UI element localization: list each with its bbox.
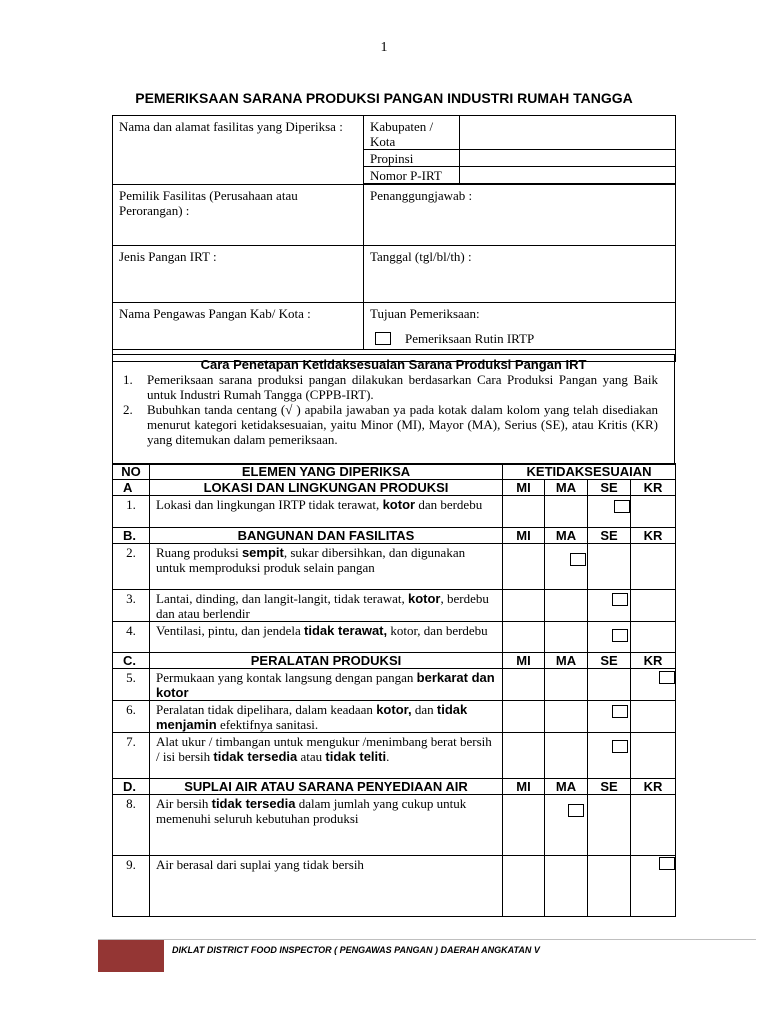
- cell-kr: [631, 856, 676, 917]
- level-header-kr: KR: [631, 528, 676, 544]
- level-header-kr: KR: [631, 480, 676, 496]
- cell-kr: [631, 733, 676, 779]
- checkbox-se[interactable]: [612, 593, 628, 606]
- item-emphasis: tidak teliti: [325, 749, 387, 764]
- item-emphasis: berkarat dan kotor: [156, 670, 495, 700]
- cell-se: [588, 856, 631, 917]
- item-emphasis: kotor: [382, 497, 416, 512]
- footer-color-bar: [98, 940, 164, 972]
- facility-info-table: [112, 115, 676, 362]
- propinsi-value[interactable]: [460, 150, 676, 167]
- item-description: [150, 701, 503, 733]
- cell-mi: [503, 856, 545, 917]
- propinsi-label: Propinsi: [364, 150, 460, 167]
- instruction-text: Pemeriksaan sarana produksi pangan dilakukan berdasarkan Cara Produksi Pangan yang Baik untuk Industri Rumah Tangga (CPPB-IRT).: [147, 372, 658, 402]
- cell-ma: [545, 856, 588, 917]
- cell-kr: [631, 590, 676, 622]
- cell-kr: [631, 701, 676, 733]
- page-number: 1: [380, 40, 388, 55]
- cell-se: [588, 669, 631, 701]
- item-emphasis: tidak tersedia: [213, 749, 298, 764]
- checklist-row: [113, 544, 676, 590]
- kabupaten-label: Kabupaten / Kota: [364, 116, 460, 150]
- nomor-pirt-label: Nomor P-IRT: [364, 167, 460, 184]
- item-description: [150, 622, 503, 653]
- checkbox-se[interactable]: [612, 629, 628, 642]
- checklist-row: [113, 590, 676, 622]
- checkbox-se[interactable]: [612, 705, 628, 718]
- item-description: [150, 590, 503, 622]
- level-header-ma: MA: [545, 528, 588, 544]
- cell-se: [588, 496, 631, 528]
- tanggal-label: Tanggal (tgl/bl/th) :: [364, 246, 676, 303]
- cell-mi: [503, 622, 545, 653]
- cell-mi: [503, 733, 545, 779]
- cell-mi: [503, 701, 545, 733]
- document-title: PEMERIKSAAN SARANA PRODUKSI PANGAN INDUSTRI RUMAH TANGGA: [135, 90, 633, 106]
- cell-kr: [631, 795, 676, 856]
- pj-label: Penanggungjawab :: [364, 185, 676, 246]
- rutin-label: Pemeriksaan Rutin IRTP: [405, 331, 535, 346]
- inspection-checklist-table: [112, 463, 676, 917]
- level-header-se: SE: [588, 528, 631, 544]
- section-header-row: [113, 653, 676, 669]
- item-text: dan: [411, 702, 437, 717]
- item-text: .: [386, 749, 390, 764]
- item-text: Ruang produksi: [156, 545, 242, 560]
- instructions-box: [112, 354, 675, 465]
- cell-se: [588, 795, 631, 856]
- section-letter: A: [113, 480, 150, 496]
- instruction-text: Bubuhkan tanda centang (√ ) apabila jawaban ya pada kotak dalam kolom yang telah disediakan menurut kategori ketidaksesuaian, yaitu Minor (MI), Mayor (MA), Serius (SE), atau Kritis (KR) yang ditemukan dalam pemeriksaan.: [147, 402, 658, 447]
- footer-text: DIKLAT DISTRICT FOOD INSPECTOR ( PENGAWAS PANGAN ) DAERAH ANGKATAN V: [172, 945, 540, 955]
- item-text: Ventilasi, pintu, dan jendela: [156, 623, 305, 638]
- item-text: Alat ukur / timbangan untuk mengukur /menimbang berat bersih / isi bersih: [156, 734, 492, 764]
- item-description: [150, 733, 503, 779]
- item-emphasis: tidak terawat,: [304, 623, 388, 638]
- level-header-se: SE: [588, 779, 631, 795]
- item-text: Air bersih: [156, 796, 212, 811]
- section-letter: C.: [113, 653, 150, 669]
- item-text: dalam jumlah yang cukup untuk memenuhi seluruh kebutuhan produksi: [156, 796, 467, 826]
- cell-ma: [545, 795, 588, 856]
- item-text: Permukaan yang kontak langsung dengan pangan: [156, 670, 417, 685]
- cell-ma: [545, 622, 588, 653]
- cell-mi: [503, 544, 545, 590]
- cell-ma: [545, 590, 588, 622]
- cell-se: [588, 701, 631, 733]
- section-letter: D.: [113, 779, 150, 795]
- item-number: 2.: [113, 544, 150, 590]
- cell-se: [588, 733, 631, 779]
- item-text: , sukar dibersihkan, dan digunakan untuk memproduksi produk selain pangan: [156, 545, 466, 575]
- cell-se: [588, 622, 631, 653]
- level-header-mi: MI: [503, 528, 545, 544]
- checklist-row: [113, 701, 676, 733]
- cell-mi: [503, 496, 545, 528]
- item-text: Lantai, dinding, dan langit-langit, tidak terawat,: [156, 591, 408, 606]
- checkbox-ma[interactable]: [570, 553, 586, 566]
- cell-ma: [545, 733, 588, 779]
- item-description: [150, 496, 503, 528]
- checkbox-kr[interactable]: [659, 857, 675, 870]
- checklist-row: [113, 733, 676, 779]
- cell-ma: [545, 496, 588, 528]
- item-number: 3.: [113, 590, 150, 622]
- checklist-row: [113, 496, 676, 528]
- item-number: 5.: [113, 669, 150, 701]
- item-number: 6.: [113, 701, 150, 733]
- item-emphasis: tidak tersedia: [211, 796, 296, 811]
- facility-name-cell: [113, 116, 364, 185]
- rutin-checkbox[interactable]: [375, 332, 391, 345]
- section-title: BANGUNAN DAN FASILITAS: [150, 528, 503, 544]
- cell-kr: [631, 496, 676, 528]
- item-emphasis: sempit: [241, 545, 284, 560]
- item-text: Lokasi dan lingkungan IRTP tidak terawat,: [156, 497, 383, 512]
- item-text: efektifnya sanitasi.: [216, 717, 319, 732]
- cell-kr: [631, 544, 676, 590]
- cell-ma: [545, 701, 588, 733]
- checklist-row: [113, 622, 676, 653]
- checklist-row: [113, 795, 676, 856]
- level-header-ma: MA: [545, 779, 588, 795]
- checklist-row: [113, 669, 676, 701]
- cell-ma: [545, 669, 588, 701]
- section-header-row: [113, 480, 676, 496]
- level-header-se: SE: [588, 653, 631, 669]
- facility-name-label: Nama dan alamat fasilitas yang Diperiksa :: [119, 119, 343, 134]
- cell-se: [588, 590, 631, 622]
- item-text: , berdebu dan atau berlendir: [156, 591, 489, 621]
- item-emphasis: kotor,: [376, 702, 412, 717]
- cell-mi: [503, 590, 545, 622]
- item-text: dan berdebu: [415, 497, 483, 512]
- level-header-kr: KR: [631, 779, 676, 795]
- item-number: 9.: [113, 856, 150, 917]
- level-header-kr: KR: [631, 653, 676, 669]
- cell-kr: [631, 669, 676, 701]
- level-header-ma: MA: [545, 480, 588, 496]
- level-header-se: SE: [588, 480, 631, 496]
- instruction-item: [113, 402, 674, 447]
- checklist-row: [113, 856, 676, 917]
- footer-divider: [98, 939, 756, 940]
- jenis-pangan-label: Jenis Pangan IRT :: [113, 246, 364, 303]
- item-description: [150, 795, 503, 856]
- item-number: 4.: [113, 622, 150, 653]
- section-header-row: [113, 779, 676, 795]
- checkbox-kr[interactable]: [659, 671, 675, 684]
- cell-ma: [545, 544, 588, 590]
- checkbox-se[interactable]: [612, 740, 628, 753]
- level-header-mi: MI: [503, 653, 545, 669]
- nomor-pirt-value[interactable]: [460, 167, 676, 184]
- checkbox-se[interactable]: [614, 500, 630, 513]
- item-number: 7.: [113, 733, 150, 779]
- section-header-row: [113, 528, 676, 544]
- tujuan-label: Tujuan Pemeriksaan:: [370, 306, 480, 321]
- instruction-number: 1.: [123, 372, 133, 387]
- kabupaten-value[interactable]: [460, 116, 676, 150]
- column-header-element: ELEMEN YANG DIPERIKSA: [150, 464, 503, 480]
- cell-mi: [503, 795, 545, 856]
- cell-kr: [631, 622, 676, 653]
- item-description: [150, 856, 503, 917]
- instruction-number: 2.: [123, 402, 133, 417]
- instruction-item: [113, 372, 674, 402]
- column-header-nonconformity: KETIDAKSESUAIAN: [503, 464, 676, 480]
- item-text: kotor, dan berdebu: [387, 623, 488, 638]
- item-emphasis: tidak menjamin: [156, 702, 468, 732]
- item-text: Peralatan tidak dipelihara, dalam keadaan: [156, 702, 377, 717]
- cell-se: [588, 544, 631, 590]
- item-description: [150, 669, 503, 701]
- item-number: 8.: [113, 795, 150, 856]
- checkbox-ma[interactable]: [568, 804, 584, 817]
- cell-mi: [503, 669, 545, 701]
- owner-label: Pemilik Fasilitas (Perusahaan atau Perorangan) :: [113, 185, 364, 246]
- item-number: 1.: [113, 496, 150, 528]
- section-letter: B.: [113, 528, 150, 544]
- section-title: LOKASI DAN LINGKUNGAN PRODUKSI: [150, 480, 503, 496]
- section-title: PERALATAN PRODUKSI: [150, 653, 503, 669]
- item-text: Air berasal dari suplai yang tidak bersih: [156, 857, 364, 872]
- level-header-mi: MI: [503, 480, 545, 496]
- column-header-no: NO: [113, 464, 150, 480]
- item-emphasis: kotor: [407, 591, 441, 606]
- item-text: atau: [297, 749, 326, 764]
- item-description: [150, 544, 503, 590]
- inspector-label: Nama Pengawas Pangan Kab/ Kota :: [113, 303, 364, 350]
- level-header-ma: MA: [545, 653, 588, 669]
- tujuan-cell: [364, 303, 676, 350]
- instructions-title: Cara Penetapan Ketidaksesuaian Sarana Produksi Pangan IRT: [200, 357, 587, 372]
- section-title: SUPLAI AIR ATAU SARANA PENYEDIAAN AIR: [150, 779, 503, 795]
- level-header-mi: MI: [503, 779, 545, 795]
